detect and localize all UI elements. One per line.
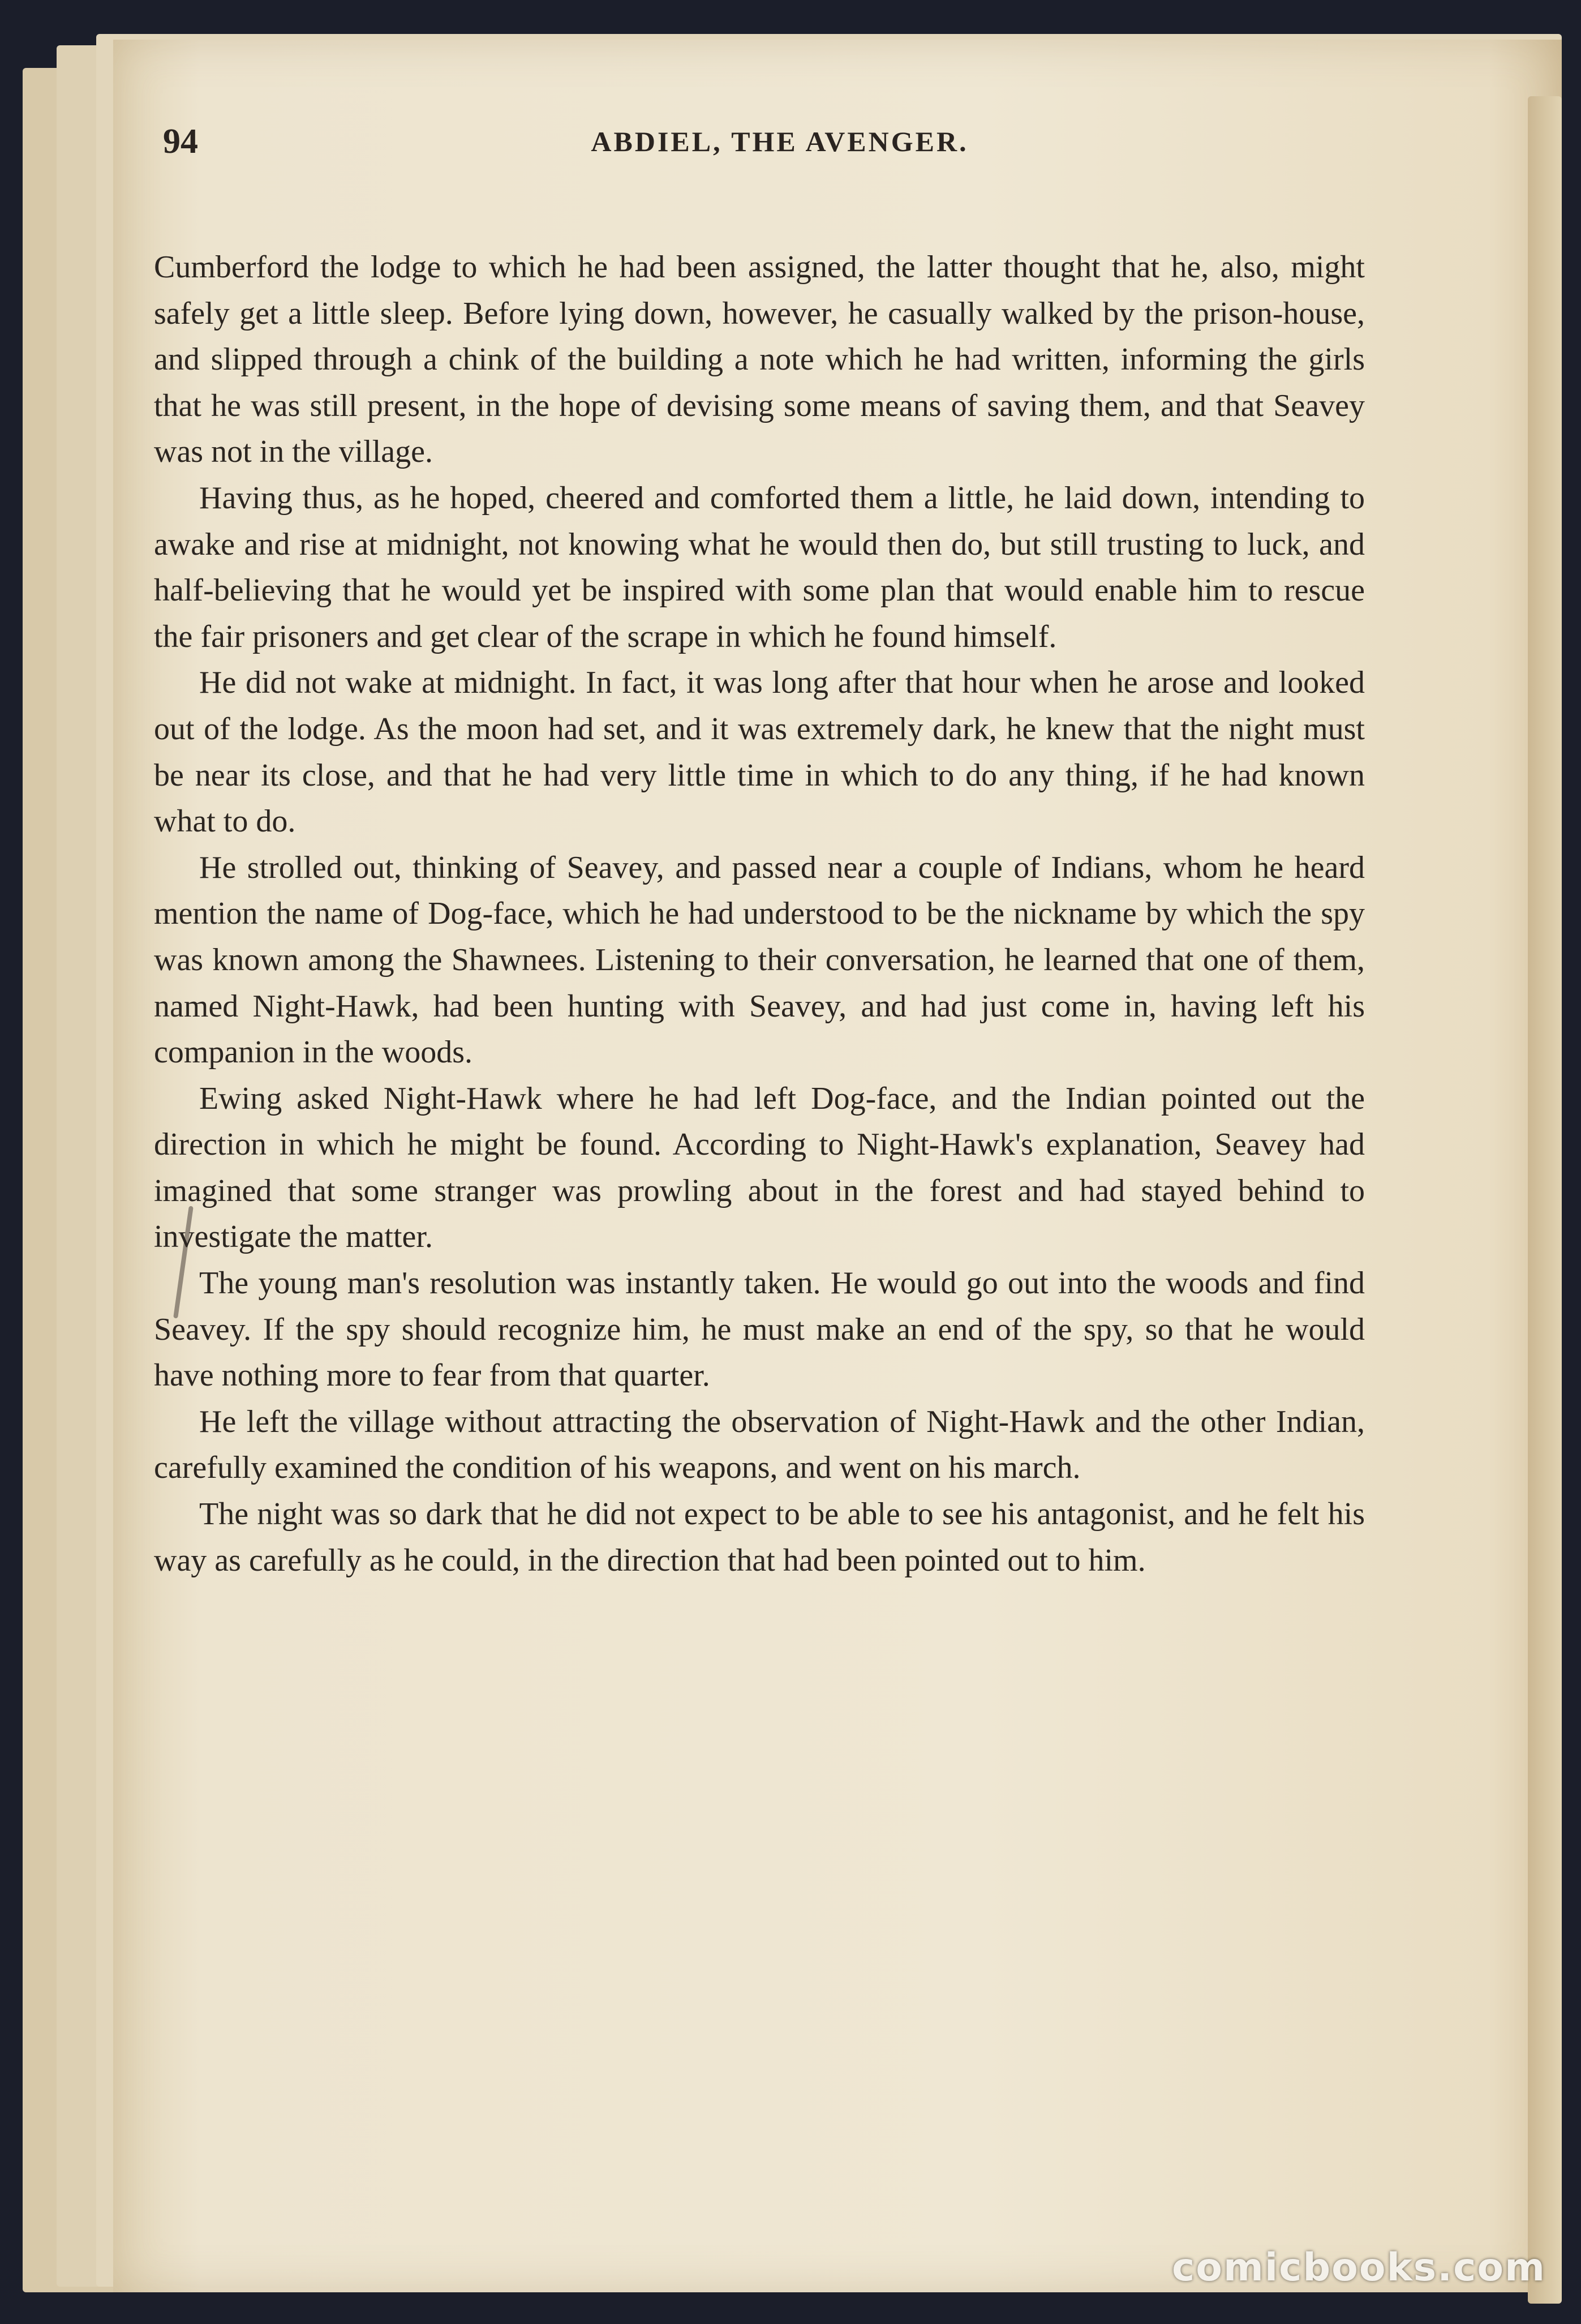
page-body	[154, 245, 1365, 1584]
page-right-edge	[1528, 96, 1562, 2304]
paragraph: He did not wake at midnight. In fact, it was long after that hour when he arose and looked out of the lodge. As the moon had set, and it was extremely dark, he knew that the night must be near its close, and that he had very little time in which to do any thing, if he had known what to do.	[154, 665, 1365, 839]
paragraph: Ewing asked Night-Hawk where he had left Dog-face, and the Indian pointed out the direction in which he might be found. According to Night-Hawk's explanation, Seavey had imagined that some stranger was prowling about in the forest and had stayed behind to investigate the matter.	[154, 1080, 1365, 1255]
watermark: comicbooks.com	[1171, 2245, 1546, 2290]
page-header	[163, 122, 1397, 190]
paragraph: Having thus, as he hoped, cheered and comforted them a little, he laid down, intending to awake and rise at midnight, not knowing what he would then do, but still trusting to luck, and half-believing that he would yet be inspired with some plan that would enable him to rescue the fair prisoners and get clear of the scrape in which he found himself.	[154, 480, 1365, 654]
paragraph: He left the village without attracting the observation of Night-Hawk and the other Indian, carefully examined the condition of his weapons, and went on his march.	[154, 1404, 1365, 1486]
page-number: 94	[163, 122, 198, 161]
running-head: ABDIEL, THE AVENGER.	[591, 126, 969, 157]
paragraph: He strolled out, thinking of Seavey, and passed near a couple of Indians, whom he heard mention the name of Dog-face, which he had understood to be the nickname by which the spy was known among the Shawnees. Listening to their conversation, he learned that one of them, named Night-Hawk, had been hunting with Seavey, and had just come in, having left his companion in the woods.	[154, 850, 1365, 1070]
paragraph: Cumberford the lodge to which he had been assigned, the latter thought that he, also, might safely get a little sleep. Before lying down, however, he casually walked by the prison-house, and slipped through a chink of the building a note which he had written, informing the girls that he was still present, in the hope of devising some means of saving them, and that Seavey was not in the village.	[154, 250, 1365, 470]
paragraph: The night was so dark that he did not expect to be able to see his antagonist, and he felt his way as carefully as he could, in the direction that had been pointed out to him.	[154, 1497, 1365, 1578]
paragraph: The young man's resolution was instantly taken. He would go out into the woods and find Seavey. If the spy should recognize him, he must make an end of the spy, so that he would have nothing more to fear from that quarter.	[154, 1266, 1365, 1393]
